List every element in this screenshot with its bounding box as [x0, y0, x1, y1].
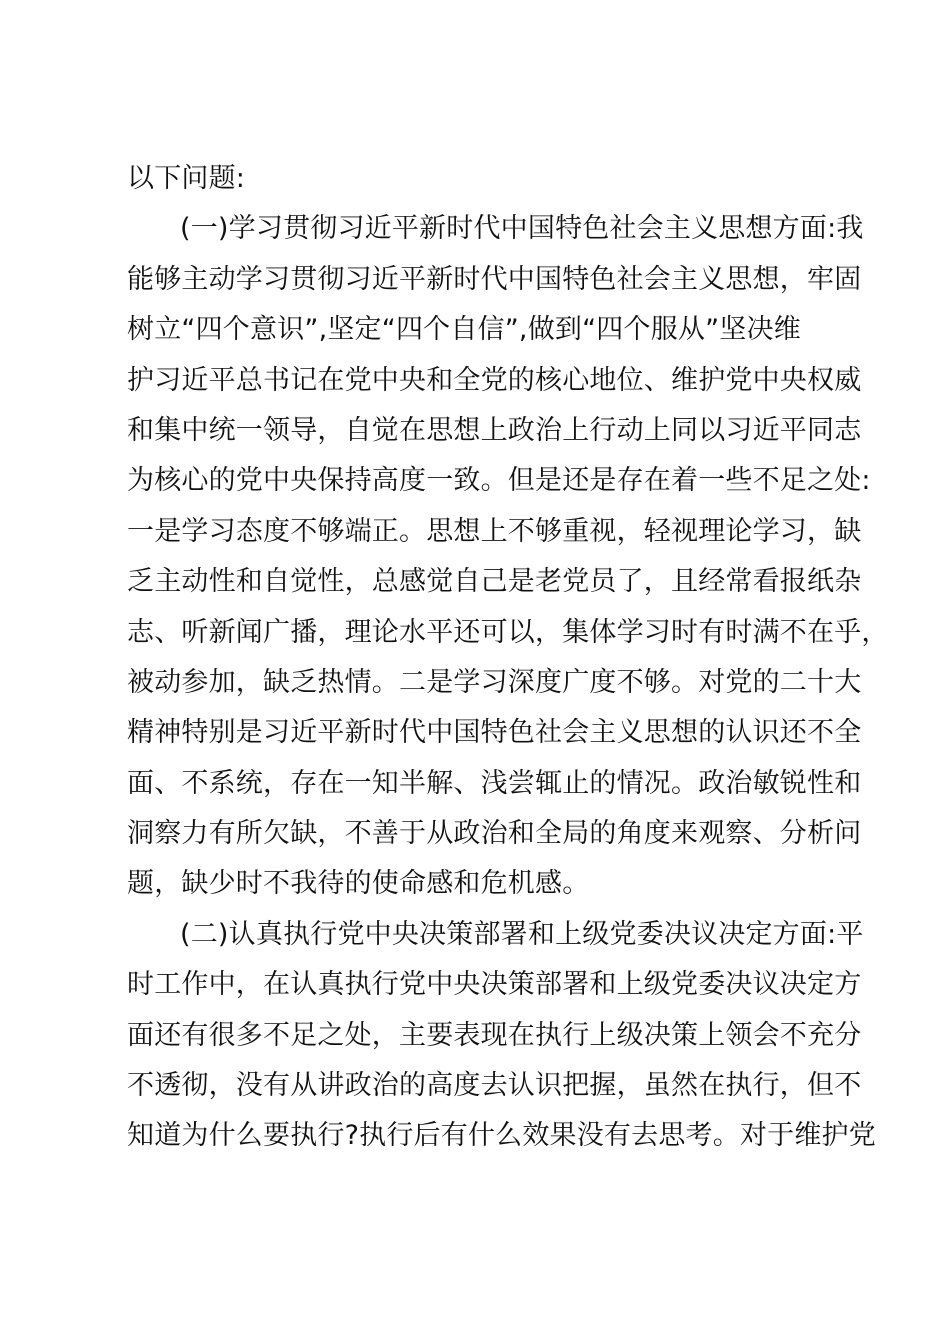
section-heading-line: (一)学习贯彻习近平新时代中国特色社会主义思想方面:我	[180, 213, 864, 245]
text-line: 志、听新闻广播，理论水平还可以，集体学习时有时满不在乎，	[127, 616, 889, 648]
text-line: 被动参加，缺乏热情。二是学习深度广度不够。对党的二十大	[127, 666, 862, 698]
text-line: 和集中统一领导，自觉在思想上政治上行动上同以习近平同志	[127, 414, 862, 446]
text-line: 能够主动学习贯彻习近平新时代中国特色社会主义思想，牢固	[127, 263, 862, 295]
text-line: 为核心的党中央保持高度一致。但是还是存在着一些不足之处:	[127, 465, 871, 497]
text-line: 护习近平总书记在党中央和全党的核心地位、维护党中央权威	[127, 364, 862, 396]
text-line: 乏主动性和自觉性，总感觉自己是老党员了，且经常看报纸杂	[127, 566, 862, 598]
text-line: 树立“四个意识”,坚定“四个自信”,做到“四个服从”坚决维	[127, 314, 801, 346]
text-line: 以下问题:	[127, 163, 246, 194]
text-line: 知道为什么要执行?执行后有什么效果没有去思考。对于维护党	[127, 1120, 876, 1152]
text-line: 面还有很多不足之处，主要表现在执行上级决策上领会不充分	[127, 1019, 862, 1051]
text-line: 题，缺少时不我待的使命感和危机感。	[127, 868, 590, 900]
section-heading-line: (二)认真执行党中央决策部署和上级党委决议决定方面:平	[180, 918, 864, 950]
body-text	[127, 154, 889, 1162]
text-line: 不透彻，没有从讲政治的高度去认识把握，虽然在执行，但不	[127, 1070, 862, 1102]
text-line: 一是学习态度不够端正。思想上不够重视，轻视理论学习，缺	[127, 515, 862, 547]
text-line: 时工作中，在认真执行党中央决策部署和上级党委决议决定方	[127, 969, 862, 1001]
text-line: 精神特别是习近平新时代中国特色社会主义思想的认识还不全	[127, 717, 862, 749]
text-line: 面、不系统，存在一知半解、浅尝辄止的情况。政治敏锐性和	[127, 767, 862, 799]
text-line: 洞察力有所欠缺，不善于从政治和全局的角度来观察、分析问	[127, 818, 862, 850]
